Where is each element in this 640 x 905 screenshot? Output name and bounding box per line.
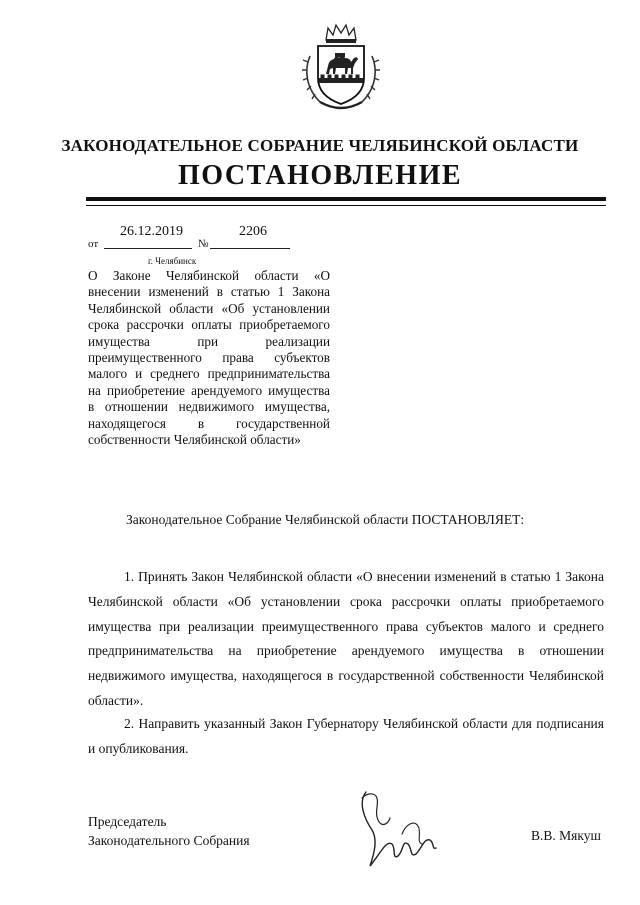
- date-underline: [104, 248, 192, 249]
- signatory-name: В.В. Мякуш: [531, 828, 601, 843]
- resolution-paragraph-2: 2. Направить указанный Закон Губернатору Челябинской области для подписания и опубликования.: [88, 716, 604, 756]
- document-subject: О Законе Челябинской области «О внесении изменений в статью 1 Закона Челябинской области «Об установлении срока рассрочки оплаты приобретаемого имущества при реализации преимущественного права субъектов малого и среднего предпринимательства на приобретение арендуемого имущества в отношении недвижимого имущества, находящегося в государственной собственности Челябинской области»: [88, 268, 330, 448]
- handwritten-signature: [352, 784, 440, 876]
- number-underline: [210, 248, 290, 249]
- date-number-line: [86, 224, 306, 252]
- resolves-statement: Законодательное Собрание Челябинской области ПОСТАНОВЛЯЕТ:: [126, 512, 525, 527]
- signatory-title: [88, 812, 250, 850]
- document-number: 2206: [239, 224, 267, 239]
- header-rule-thin: [86, 205, 606, 206]
- number-prefix: №: [198, 238, 209, 250]
- signatory-title-line-1: Председатель: [88, 814, 167, 829]
- organization-name: ЗАКОНОДАТЕЛЬНОЕ СОБРАНИЕ ЧЕЛЯБИНСКОЙ ОБЛАСТИ: [61, 136, 579, 155]
- resolution-paragraph-1: 1. Принять Закон Челябинской области «О внесении изменений в статью 1 Закона Челябинской области «Об установлении срока рассрочки оплаты приобретаемого имущества при реализации преимущественного права субъектов малого и среднего предпринимательства на приобретение арендуемого имущества в отношении недвижимого имущества, находящегося в государственной собственности Челябинской области».: [88, 569, 604, 708]
- signatory-title-line-2: Законодательного Собрания: [88, 833, 250, 848]
- document-date: 26.12.2019: [120, 224, 183, 239]
- header-rule-thick: [86, 197, 606, 201]
- chelyabinsk-coat-of-arms-icon: [298, 22, 384, 114]
- document-type-title: ПОСТАНОВЛЕНИЕ: [177, 160, 463, 191]
- date-prefix: от: [88, 238, 99, 250]
- city-label: г. Челябинск: [148, 256, 197, 266]
